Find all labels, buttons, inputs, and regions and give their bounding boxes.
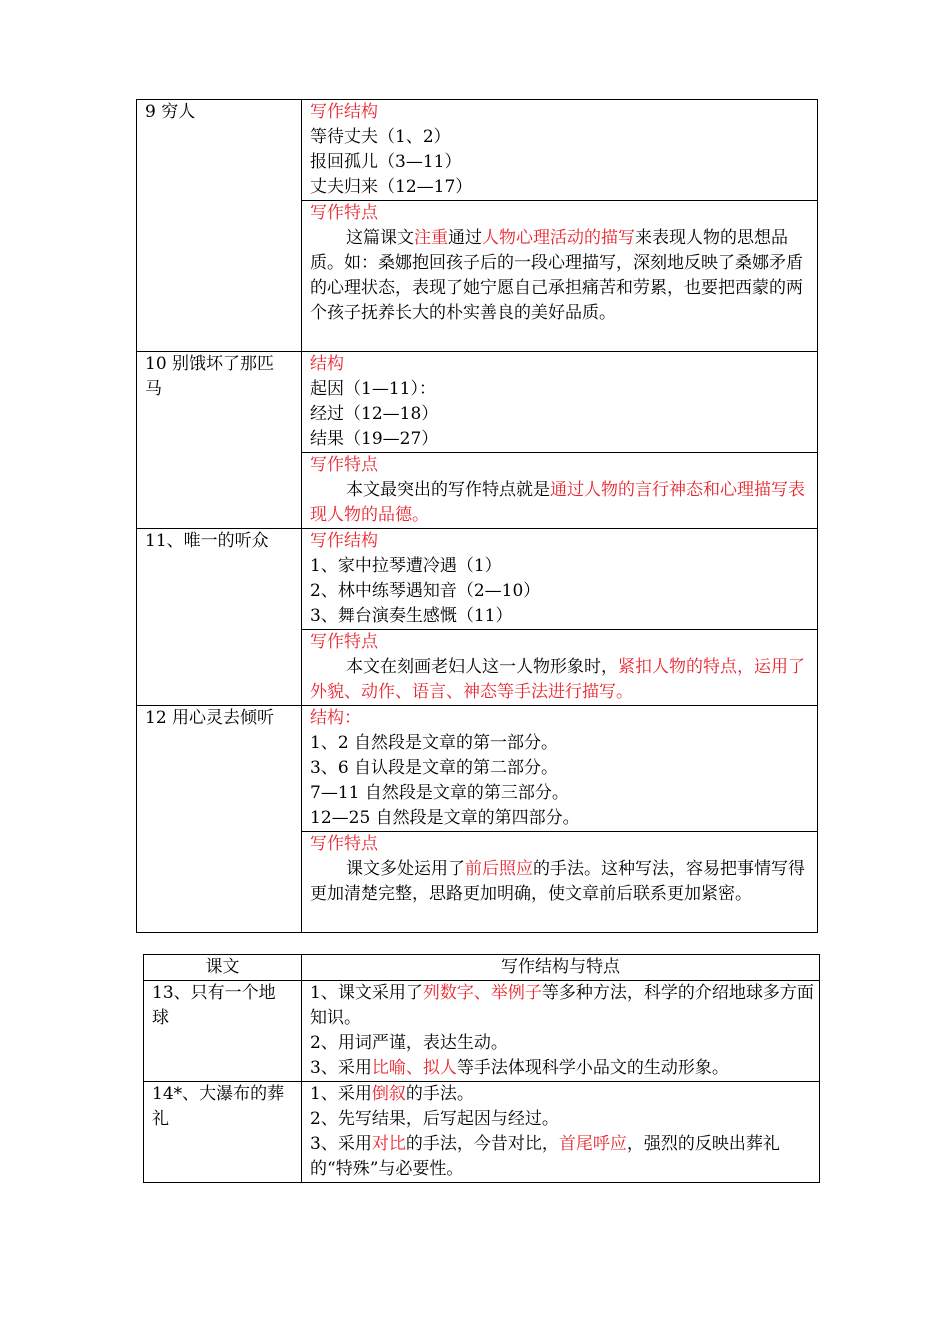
structure-line: 2、林中练琴遇知音（2—10） — [310, 581, 541, 601]
feature-text-part: 的手法，今昔对比， — [405, 1134, 559, 1154]
lesson-title: 12 用心灵去倾听 — [145, 708, 275, 728]
feature-cell — [302, 201, 818, 352]
lesson-title: 14*、大瀑布的葬礼 — [152, 1084, 285, 1129]
table-row — [144, 1082, 820, 1183]
structure-line: 3、6 自认段是文章的第二部分。 — [310, 758, 559, 778]
structure-cell — [302, 352, 818, 453]
feature-item — [310, 1056, 819, 1081]
feature-item: 2、用词严谨，表达生动。 — [310, 1033, 508, 1053]
feature-text-part: 等手法体现科学小品文的生动形象。 — [456, 1058, 729, 1078]
feature-text-part: 1、课文采用了 — [310, 983, 423, 1003]
lesson-title-cell — [137, 529, 302, 706]
feature-text — [310, 478, 817, 528]
feature-text — [310, 857, 817, 907]
feature-highlight: 比喻、拟人 — [371, 1058, 457, 1078]
table-row — [137, 100, 818, 201]
lesson-title: 10 别饿坏了那匹马 — [145, 354, 275, 399]
structure-line: 起因（1—11）： — [310, 379, 436, 399]
table-row — [137, 529, 818, 630]
feature-highlight: 对比 — [371, 1134, 406, 1154]
table-row — [137, 352, 818, 453]
structure-line: 1、家中拉琴遭冷遇（1） — [310, 556, 502, 576]
table-row — [144, 981, 820, 1082]
structure-heading: 写作结构 — [310, 531, 378, 551]
feature-text-part: 等多种方法，科学的介绍地球多方面知识。 — [310, 983, 814, 1028]
feature-cell — [302, 453, 818, 529]
feature-text-part: 来表现人物的思想品质。如：桑娜抱回孩子后的一段心理描写，深刻地反映了桑娜矛盾的心理状态，表现了她宁愿自己承担痛苦和劳累，也要把西蒙的两个孩子抚养长大的朴实善良的美好品质。 — [310, 228, 803, 323]
feature-highlight: 前后照应 — [465, 859, 533, 879]
structure-line: 1、2 自然段是文章的第一部分。 — [310, 733, 559, 753]
feature-text-part: 的手法。 — [405, 1084, 474, 1104]
feature-highlight: 首尾呼应 — [558, 1134, 627, 1154]
feature-text-part: 3、采用 — [310, 1134, 372, 1154]
feature-text-part: 3、采用 — [310, 1058, 372, 1078]
table-row — [137, 706, 818, 832]
header-structure-label: 写作结构与特点 — [501, 957, 620, 977]
structure-line: 12—25 自然段是文章的第四部分。 — [310, 808, 580, 828]
structure-cell — [302, 100, 818, 201]
lesson-title: 13、只有一个地球 — [152, 983, 276, 1028]
structure-heading: 结构： — [310, 708, 361, 728]
structure-line: 3、舞台演奏生感慨（11） — [310, 606, 513, 626]
lesson-title-cell — [137, 706, 302, 933]
feature-text-part: 1、采用 — [310, 1084, 372, 1104]
structure-cell — [302, 529, 818, 630]
feature-cell — [302, 630, 818, 706]
feature-highlight: 倒叙 — [371, 1084, 406, 1104]
structure-cell — [302, 706, 818, 832]
structure-feature-cell — [302, 1082, 820, 1183]
feature-highlight: 列数字、举例子 — [422, 983, 542, 1003]
feature-heading: 写作特点 — [310, 834, 378, 854]
header-cell-structure — [302, 955, 820, 981]
structure-heading: 写作结构 — [310, 102, 378, 122]
feature-text-part: 这篇课文 — [346, 228, 414, 248]
header-lesson-label: 课文 — [205, 957, 240, 977]
feature-highlight: 人物心理活动的描写 — [482, 228, 635, 248]
feature-text — [310, 226, 817, 326]
lesson-title-cell — [144, 1082, 302, 1183]
feature-item — [310, 1082, 819, 1107]
feature-item — [310, 981, 819, 1031]
lesson-title: 11、唯一的听众 — [145, 531, 269, 551]
structure-line: 7—11 自然段是文章的第三部分。 — [310, 783, 569, 803]
structure-feature-cell — [302, 981, 820, 1082]
feature-cell — [302, 832, 818, 933]
lesson-title-cell — [137, 352, 302, 529]
feature-item: 2、先写结果，后写起因与经过。 — [310, 1109, 559, 1129]
feature-heading: 写作特点 — [310, 203, 378, 223]
lesson-table-1 — [136, 99, 818, 933]
header-cell-lesson — [144, 955, 302, 981]
feature-highlight: 通过人物的言行神态和心理描写表现人物的品德。 — [310, 480, 805, 525]
feature-text-part: 通过 — [448, 228, 482, 248]
lesson-title: 9 穷人 — [145, 102, 196, 122]
feature-item — [310, 1132, 819, 1182]
structure-line: 经过（12—18） — [310, 404, 439, 424]
structure-line: 等待丈夫（1、2） — [310, 127, 451, 147]
feature-text-part: 本文在刻画老妇人这一人物形象时， — [346, 657, 618, 677]
feature-text-part: 的手法。这种写法，容易把事情写得更加清楚完整，思路更加明确，使文章前后联系更加紧密。 — [310, 859, 805, 904]
lesson-title-cell — [137, 100, 302, 352]
feature-highlight: 紧扣人物的特点，运用了外貌、动作、语言、神态等手法进行描写。 — [310, 657, 805, 702]
feature-highlight: 注重 — [414, 228, 448, 248]
feature-text-part: 本文最突出的写作特点就是 — [346, 480, 550, 500]
structure-heading: 结构 — [310, 354, 344, 374]
feature-heading: 写作特点 — [310, 455, 378, 475]
lesson-title-cell — [144, 981, 302, 1082]
structure-line: 丈夫归来（12—17） — [310, 177, 473, 197]
table-header-row — [144, 955, 820, 981]
feature-text-part: 课文多处运用了 — [346, 859, 465, 879]
lesson-table-2 — [143, 954, 820, 1183]
feature-heading: 写作特点 — [310, 632, 378, 652]
structure-line: 报回孤儿（3—11） — [310, 152, 462, 172]
structure-line: 结果（19—27） — [310, 429, 439, 449]
feature-text — [310, 655, 817, 705]
feature-text-part: ，强烈的反映出葬礼的“特殊”与必要性。 — [310, 1134, 780, 1179]
